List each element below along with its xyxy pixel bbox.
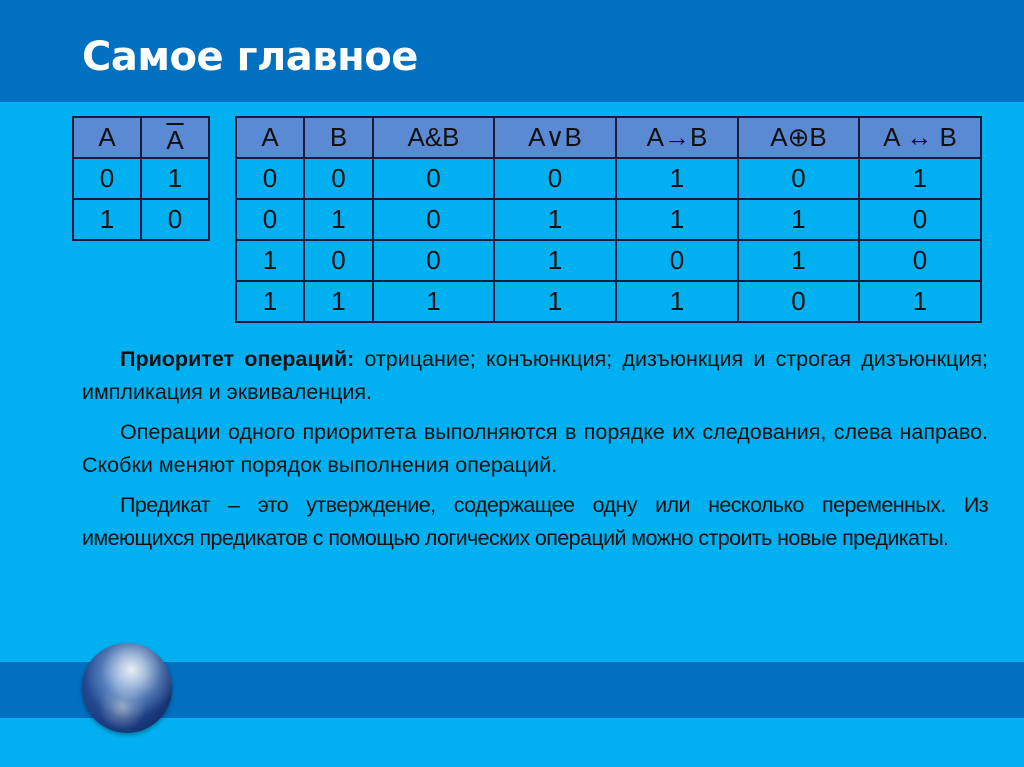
globe-icon xyxy=(82,643,172,733)
table-cell: 0 xyxy=(236,158,304,199)
table-cell: 1 xyxy=(494,199,616,240)
table-cell: 1 xyxy=(141,158,209,199)
table-cell: 0 xyxy=(373,199,494,240)
table-cell: 0 xyxy=(141,199,209,240)
predicate-paragraph: Предикат – это утверждение, содержащее одну или несколько переменных. Из имеющихся предикатов с помощью логических операций можно строить новые предикаты. xyxy=(82,493,988,550)
table-cell: 1 xyxy=(616,158,738,199)
header-cell-xor: A⊕B xyxy=(738,117,859,158)
slide-title: Самое главное xyxy=(82,34,418,80)
header-cell-b: B xyxy=(304,117,373,158)
table-row xyxy=(73,199,209,240)
table-cell: 0 xyxy=(859,240,981,281)
table-cell: 0 xyxy=(738,281,859,322)
table-row xyxy=(73,158,209,199)
table-cell: 1 xyxy=(373,281,494,322)
table-cell: 1 xyxy=(236,281,304,322)
table-cell: 1 xyxy=(859,281,981,322)
header-cell-not-a xyxy=(141,117,209,158)
body-text xyxy=(82,343,988,562)
table-cell: 1 xyxy=(304,281,373,322)
table-cell: 1 xyxy=(494,240,616,281)
table-cell: 1 xyxy=(73,199,141,240)
table-row xyxy=(236,281,981,322)
table-cell: 0 xyxy=(859,199,981,240)
header-cell-equivalence: A ↔ B xyxy=(859,117,981,158)
table-cell: 0 xyxy=(304,158,373,199)
table-header-row xyxy=(73,117,209,158)
order-paragraph: Операции одного приоритета выполняются в порядке их следования, слева направо. Скобки меняют порядок выполнения операций. xyxy=(82,420,988,477)
header-cell-a: A xyxy=(236,117,304,158)
table-cell: 1 xyxy=(494,281,616,322)
table-cell: 1 xyxy=(304,199,373,240)
operations-truth-table xyxy=(235,116,982,323)
header-cell-a: A xyxy=(73,117,141,158)
table-cell: 0 xyxy=(373,240,494,281)
table-row xyxy=(236,240,981,281)
header-cell-conjunction: A&B xyxy=(373,117,494,158)
table-cell: 1 xyxy=(616,281,738,322)
table-cell: 0 xyxy=(738,158,859,199)
priority-text: отрицание; конъюнкция; дизъюнкция и строгая дизъюнкция; импликация и эквиваленция. xyxy=(82,347,988,404)
table-row xyxy=(236,199,981,240)
table-cell: 0 xyxy=(236,199,304,240)
table-cell: 1 xyxy=(738,199,859,240)
table-cell: 1 xyxy=(616,199,738,240)
header-cell-implication: A→B xyxy=(616,117,738,158)
negation-truth-table xyxy=(72,116,210,241)
table-cell: 1 xyxy=(859,158,981,199)
table-header-row xyxy=(236,117,981,158)
header-cell-disjunction: A∨B xyxy=(494,117,616,158)
table-cell: 0 xyxy=(73,158,141,199)
priority-label: Приоритет операций: xyxy=(120,347,355,371)
table-cell: 1 xyxy=(738,240,859,281)
table-cell: 0 xyxy=(494,158,616,199)
not-a-label: $\overline{A}$ xyxy=(166,125,184,155)
priority-paragraph xyxy=(82,343,988,409)
table-cell: 0 xyxy=(304,240,373,281)
table-cell: 1 xyxy=(236,240,304,281)
table-row xyxy=(236,158,981,199)
table-cell: 0 xyxy=(373,158,494,199)
table-cell: 0 xyxy=(616,240,738,281)
